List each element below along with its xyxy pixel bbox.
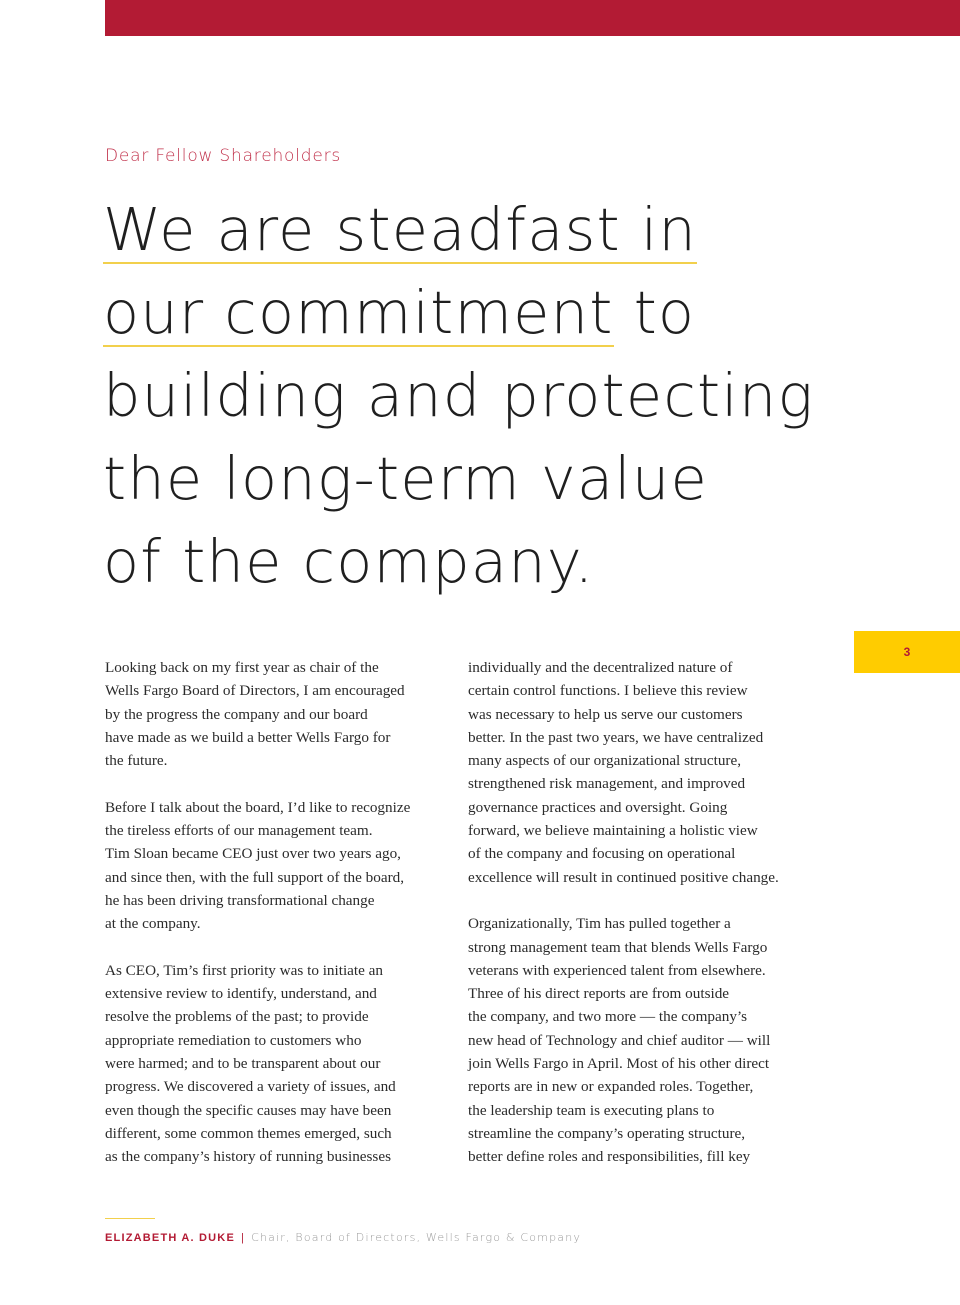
footer-rule: [105, 1218, 155, 1219]
text-line: veterans with experienced talent from elsewhere.: [468, 961, 766, 979]
body-column-right: [468, 656, 818, 1192]
text-line: different, some common themes emerged, such: [105, 1124, 392, 1142]
text-line: and since then, with the full support of the board,: [105, 868, 405, 886]
text-line: have made as we build a better Wells Fargo for: [105, 728, 391, 746]
text-line: the company, and two more — the company’s: [468, 1008, 748, 1026]
text-line: the tireless efforts of our management team.: [105, 822, 373, 840]
text-line: Wells Fargo Board of Directors, I am encouraged: [105, 682, 405, 700]
text-line: Organizationally, Tim has pulled together a: [468, 915, 731, 933]
page-number: 3: [903, 645, 911, 659]
headline-line-4: the long-term value: [103, 444, 708, 513]
text-line: new head of Technology and chief auditor — will: [468, 1031, 771, 1049]
text-line: by the progress the company and our board: [105, 705, 368, 723]
paragraph: [105, 959, 450, 1169]
text-line: was necessary to help us serve our customers: [468, 705, 743, 723]
paragraph: [468, 912, 818, 1168]
signatory-name: ELIZABETH A. DUKE: [105, 1232, 235, 1244]
headline-line-2: [103, 271, 823, 354]
headline: [103, 188, 823, 603]
text-line: As CEO, Tim’s first priority was to initiate an: [105, 961, 384, 979]
text-line: individually and the decentralized nature of: [468, 659, 733, 676]
text-line: extensive review to identify, understand, and: [105, 985, 377, 1003]
footer-separator: |: [241, 1232, 246, 1244]
headline-underlined-text: We are steadfast in: [103, 195, 698, 264]
text-line: at the company.: [105, 915, 201, 933]
text-line: strengthened risk management, and improved: [468, 775, 746, 793]
signatory-role: Chair, Board of Directors, Wells Fargo & Company: [251, 1231, 582, 1244]
headline-underlined-text: our commitment: [103, 278, 614, 347]
text-line: streamline the company’s operating structure,: [468, 1124, 746, 1142]
headline-line-3: building and protecting: [103, 361, 815, 430]
section-kicker: Dear Fellow Shareholders: [105, 146, 342, 166]
text-line: Tim Sloan became CEO just over two years ago,: [105, 845, 401, 863]
text-line: governance practices and oversight. Going: [468, 798, 728, 816]
text-line: he has been driving transformational change: [105, 891, 375, 909]
text-line: of the company and focusing on operational: [468, 845, 736, 863]
text-line: Three of his direct reports are from outside: [468, 985, 730, 1003]
text-line: were harmed; and to be transparent about our: [105, 1055, 381, 1073]
text-line: appropriate remediation to customers who: [105, 1031, 362, 1049]
top-red-bar: [105, 0, 960, 36]
text-line: many aspects of our organizational structure,: [468, 752, 742, 770]
footer-signature: [105, 1231, 581, 1244]
headline-line-1: [103, 188, 823, 271]
body-column-left: [105, 656, 450, 1192]
page-number-tab: [854, 631, 960, 673]
text-line: progress. We discovered a variety of issues, and: [105, 1078, 396, 1096]
text-line: even though the specific causes may have been: [105, 1101, 392, 1119]
text-line: as the company’s history of running businesses: [105, 1148, 391, 1166]
text-line: Before I talk about the board, I’d like to recognize: [105, 798, 411, 816]
text-line: forward, we believe maintaining a holistic view: [468, 822, 758, 840]
text-line: join Wells Fargo in April. Most of his other direct: [468, 1055, 770, 1073]
text-line: certain control functions. I believe this review: [468, 682, 748, 700]
text-line: resolve the problems of the past; to provide: [105, 1008, 369, 1026]
text-line: the future.: [105, 752, 168, 770]
headline-line-5: of the company.: [103, 527, 595, 596]
paragraph: [105, 796, 450, 936]
text-line: better. In the past two years, we have centralized: [468, 728, 764, 746]
text-line: excellence will result in continued positive change.: [468, 868, 779, 886]
text-line: strong management team that blends Wells Fargo: [468, 938, 768, 956]
text-line: Looking back on my first year as chair of the: [105, 659, 379, 676]
text-line: the leadership team is executing plans to: [468, 1101, 715, 1119]
headline-text: to: [613, 278, 696, 347]
text-line: better define roles and responsibilities, fill key: [468, 1148, 751, 1166]
paragraph: [105, 656, 450, 772]
paragraph: [468, 656, 818, 889]
text-line: reports are in new or expanded roles. Together,: [468, 1078, 754, 1096]
